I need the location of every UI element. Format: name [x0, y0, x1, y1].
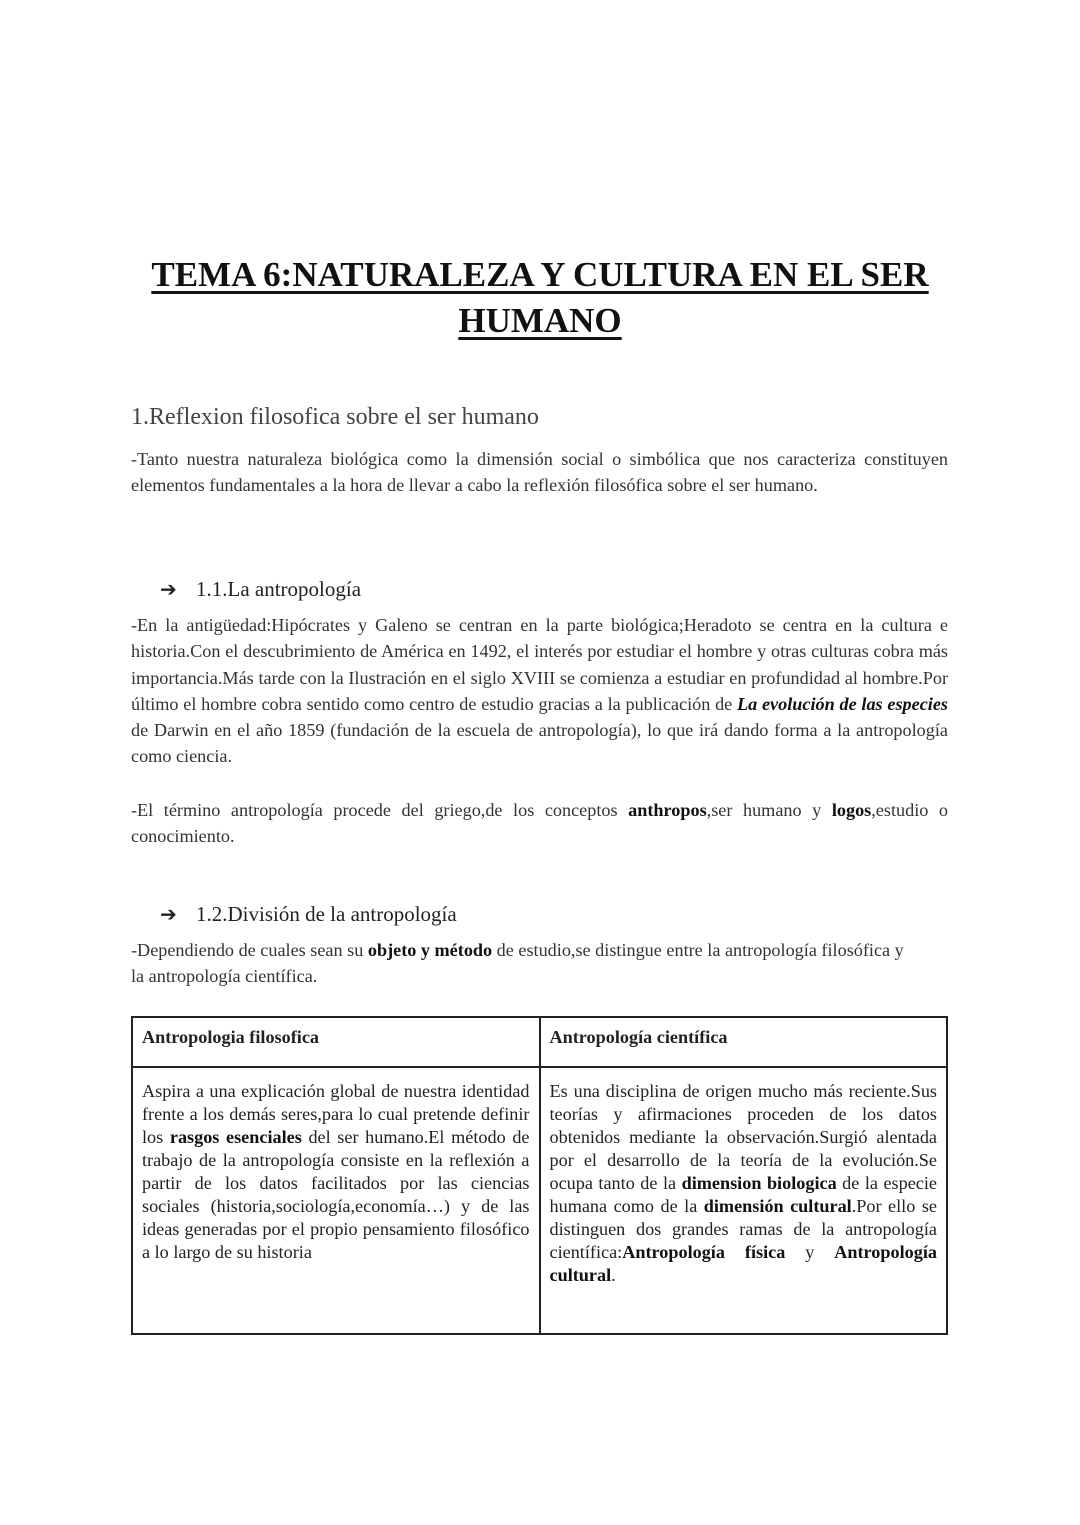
section-1-2-heading — [160, 902, 457, 927]
section-1-1-heading — [160, 577, 361, 602]
section-1-1-paragraph-2: -El término antropología procede del griego,de los conceptos anthropos,ser humano y logos,estudio o conocimiento. — [131, 800, 948, 847]
section-1-1-paragraph-1: -En la antigüedad:Hipócrates y Galeno se centran en la parte biológica;Heradoto se centra en la cultura e historia.Con el descubrimiento de América en 1492, el interés por estudiar el hombre y otras culturas cobra más importancia.Más tarde con la Ilustración en el siglo XVIII se comienza a estudiar en profundidad al hombre.Por último el hombre cobra sentido como centro de estudio gracias a la publicación de La evolución de las especies de Darwin en el año 1859 (fundación de la escuela de antropología), lo que irá dando forma a la antropología como ciencia. — [131, 615, 948, 767]
table-row — [132, 1067, 947, 1334]
section-1-1-heading-text: 1.1.La antropología — [196, 577, 362, 601]
title-line-1: TEMA 6:NATURALEZA Y CULTURA EN EL SER — [151, 255, 929, 294]
arrow-bullet-icon: ➔ — [160, 577, 177, 601]
comparison-table — [131, 1016, 948, 1335]
header-antropologia-filosofica: Antropologia filosofica — [132, 1017, 540, 1067]
section-1-2-paragraph: -Dependiendo de cuales sean su objeto y método de estudio,se distingue entre la antropología filosófica y la antropología científica. — [131, 940, 904, 987]
cell-antropologia-cientifica: Es una disciplina de origen mucho más reciente.Sus teorías y afirmaciones proceden de los datos obtenidos mediante la observación.Surgió alentada por el desarrollo de la teoría de la evolución.Se ocupa tanto de la dimension biologica de la especie humana como de la dimensión cultural.Por ello se distinguen dos grandes ramas de la antropología científica:Antropología física y Antropología cultural. — [540, 1067, 948, 1334]
term-anthropos: anthropos — [628, 800, 707, 820]
section-1-2-heading-text: 1.2.División de la antropología — [196, 902, 457, 926]
header-antropologia-cientifica: Antropología científica — [540, 1017, 948, 1067]
title-line-2: HUMANO — [458, 301, 622, 340]
table-header-row — [132, 1017, 947, 1067]
section-1-heading: 1.Reflexion filosofica sobre el ser humano — [131, 404, 539, 430]
term-logos: logos — [831, 800, 872, 820]
document-title — [100, 252, 980, 344]
arrow-bullet-icon: ➔ — [160, 902, 177, 926]
book-title: La evolución de las especies — [737, 693, 948, 714]
cell-antropologia-filosofica: Aspira a una explicación global de nuestra identidad frente a los demás seres,para lo cual pretende definir los rasgos esenciales del ser humano.El método de trabajo de la antropología consiste en la reflexión a partir de los datos facilitados por las ciencias sociales (historia,sociología,economía…) y de las ideas generadas por el propio pensamiento filosófico a lo largo de su historia — [132, 1067, 540, 1334]
section-1-paragraph: -Tanto nuestra naturaleza biológica como la dimensión social o simbólica que nos caracteriza constituyen elementos fundamentales a la hora de llevar a cabo la reflexión filosófica sobre el ser humano. — [131, 449, 948, 496]
